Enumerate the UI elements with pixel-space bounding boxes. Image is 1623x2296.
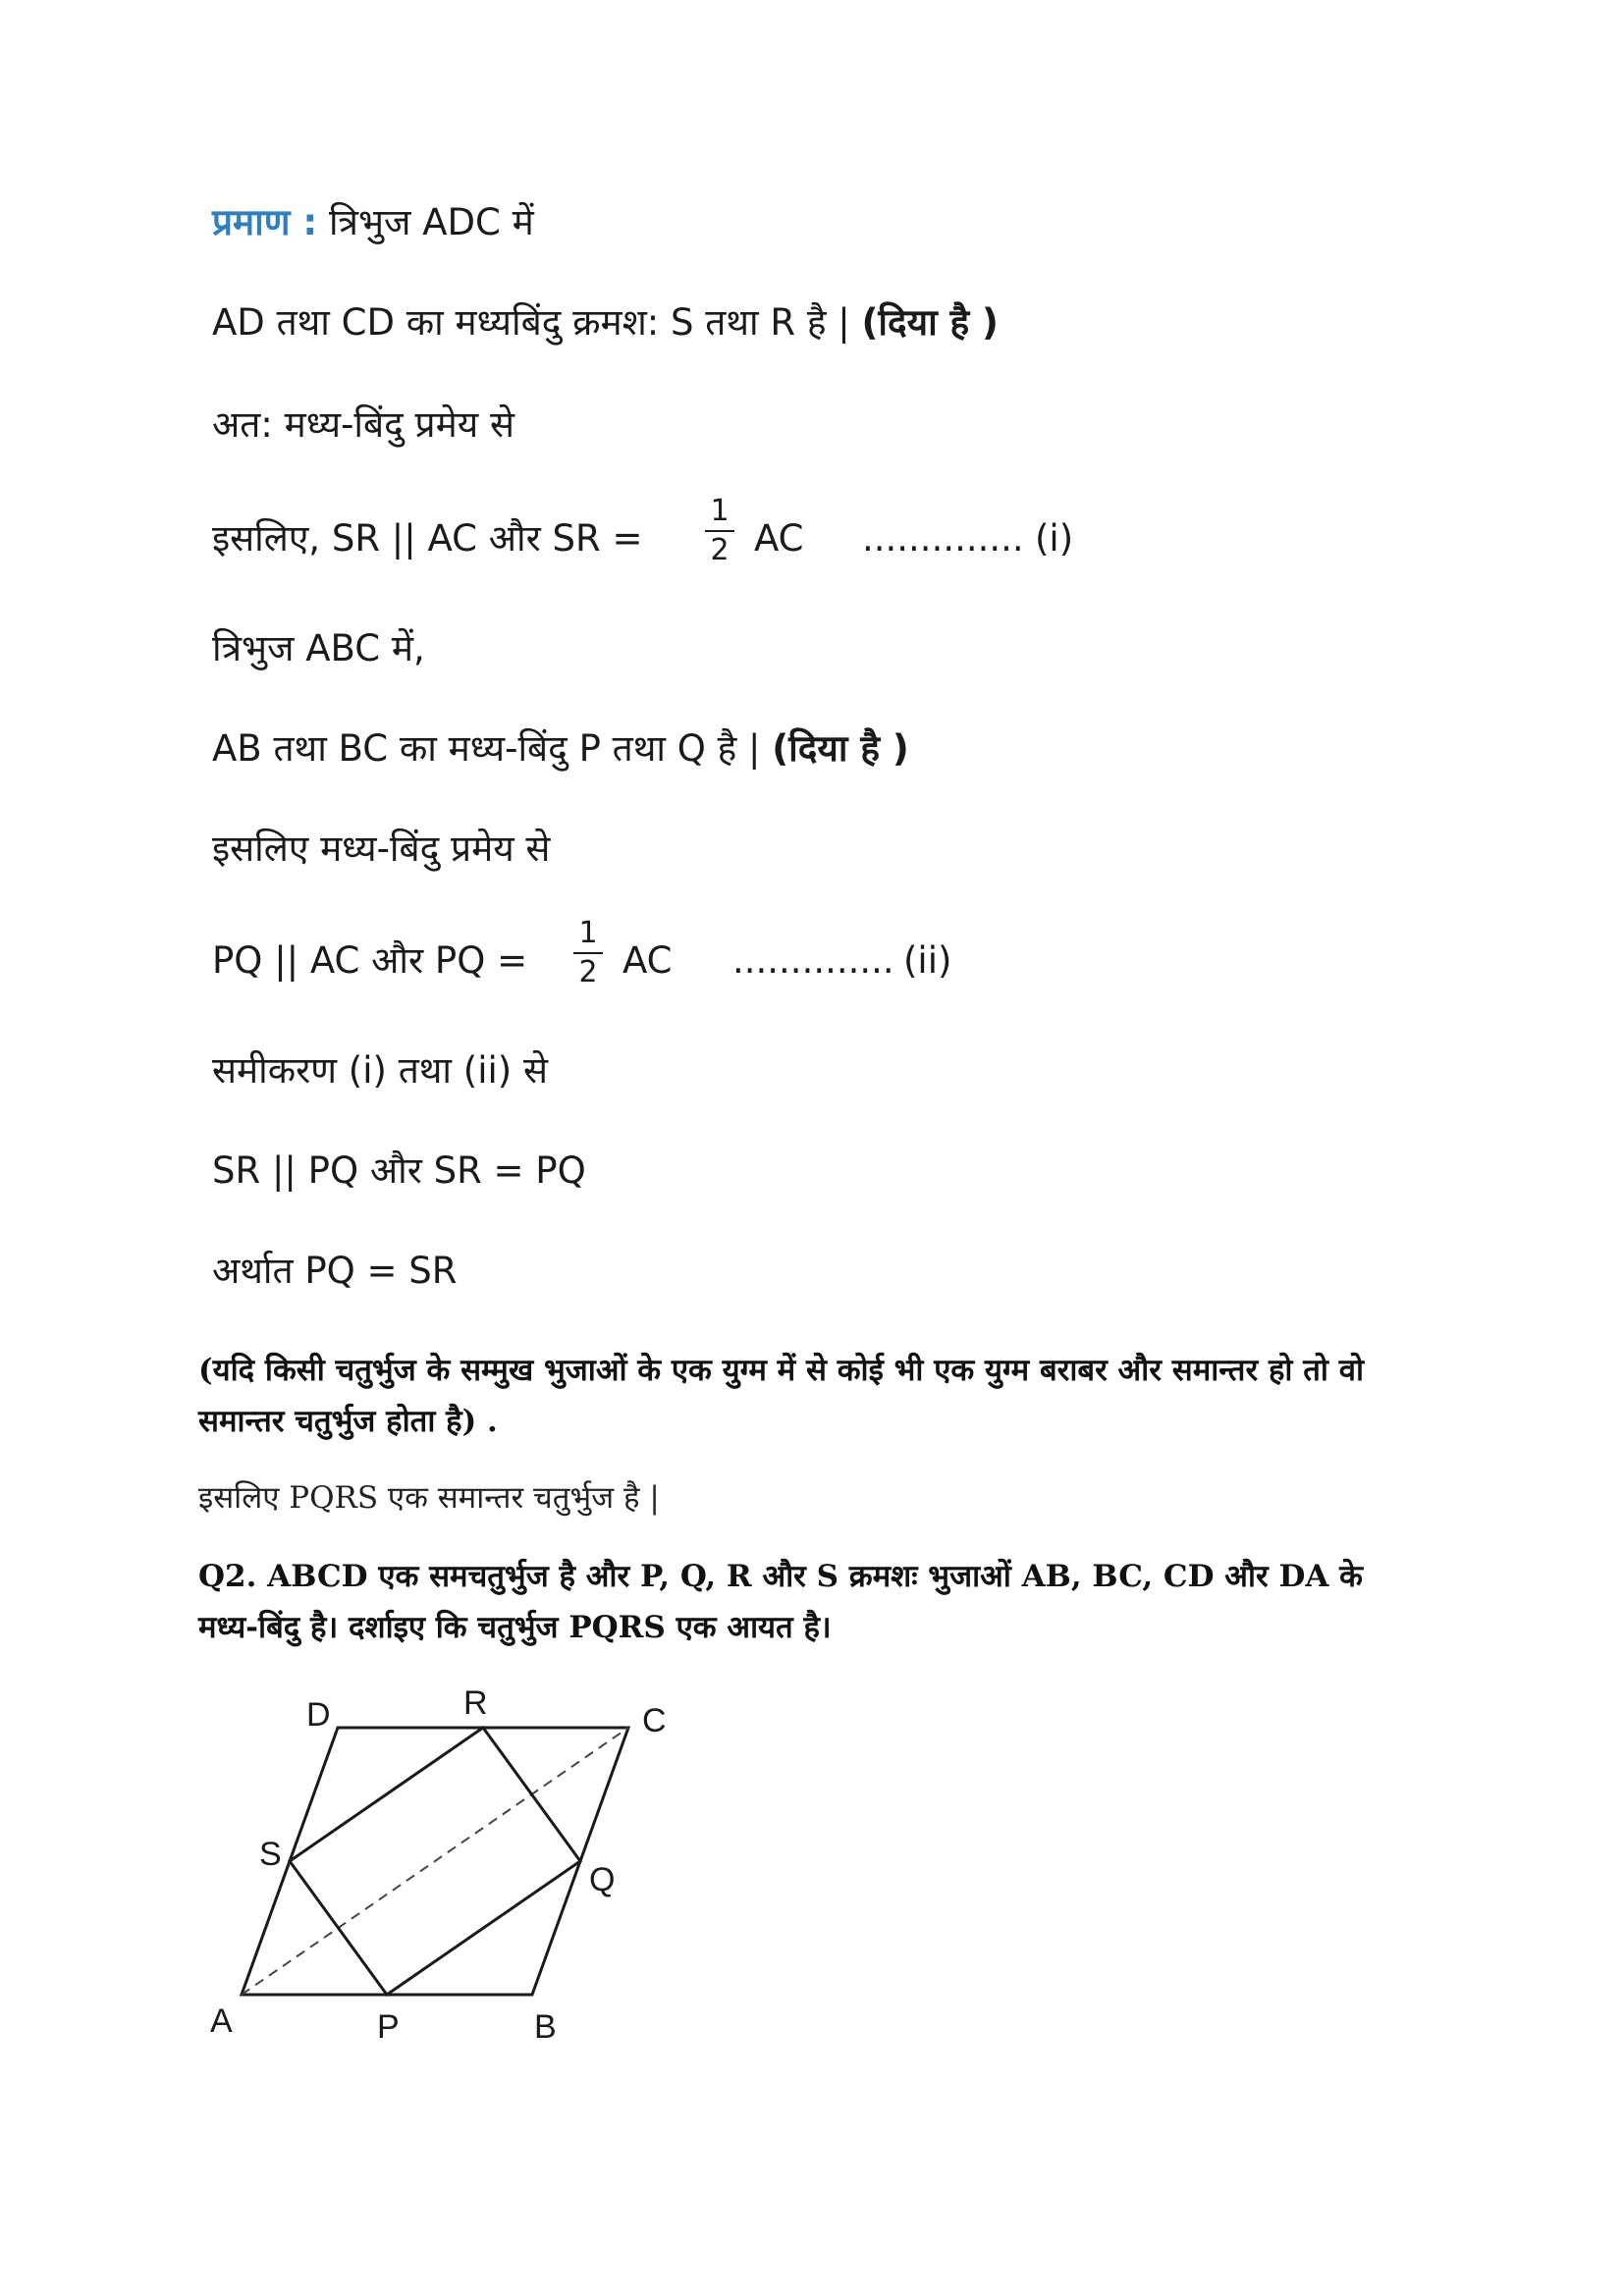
conclusion-line: इसलिए PQRS एक समान्तर चतुर्भुज है |: [198, 1480, 660, 1516]
proof-line-4: [212, 514, 642, 563]
theorem-note: (यदि किसी चतुर्भुज के सम्मुख भुजाओं के एक युग्म में से कोई भी एक युग्म बराबर और समान्तर हो तो वो समान्तर चतुर्भुज होता है) .: [198, 1353, 1364, 1439]
label-p: P: [377, 2008, 400, 2046]
label-b: B: [534, 2008, 557, 2046]
proof-line-8-dots: ..............: [732, 939, 894, 982]
label-s: S: [259, 1836, 282, 1873]
equation-tag-ii: (ii): [903, 939, 952, 982]
proof-line-4-ac: AC: [754, 517, 804, 560]
proof-line-3: अत: मध्य-बिंदु प्रमेय से: [212, 403, 514, 446]
proof-line-4-text: इसलिए, SR || AC और SR =: [212, 517, 643, 560]
fraction-half-1: [703, 493, 736, 569]
proof-line-10: SR || PQ और SR = PQ: [212, 1149, 586, 1192]
proof-line-7: इसलिए मध्य-बिंदु प्रमेय से: [212, 828, 551, 870]
label-c: C: [642, 1702, 667, 1739]
fraction-denominator: 2: [578, 955, 598, 989]
proof-line-6: [212, 724, 909, 774]
proof-line-1: [212, 198, 534, 247]
fraction-numerator: 1: [578, 916, 598, 950]
given-marker: (दिया है ): [861, 301, 999, 344]
proof-line-5: त्रिभुज ABC में,: [212, 627, 425, 669]
fraction-denominator: 2: [710, 533, 730, 567]
proof-line-1-text: त्रिभुज ADC में: [328, 201, 534, 243]
proof-line-6-text: AB तथा BC का मध्य-बिंदु P तथा Q है |: [212, 727, 761, 770]
rhombus-figure: [196, 1688, 746, 2061]
proof-label: प्रमाण :: [212, 201, 318, 243]
proof-line-8-ac: AC: [622, 939, 673, 982]
question-2: Q2. ABCD एक समचतुर्भुज है और P, Q, R और S क्रमशः भुजाओं AB, BC, CD और DA के मध्य-बिंदु है। दर्शाइए कि चतुर्भुज PQRS एक आयत है।: [198, 1559, 1363, 1645]
proof-line-11: अर्थात PQ = SR: [212, 1250, 458, 1292]
fraction-half-2: [571, 915, 605, 991]
proof-line-4-dots: ..............: [862, 517, 1024, 560]
given-marker: (दिया है ): [772, 727, 909, 770]
proof-line-2: [212, 298, 999, 347]
label-r: R: [463, 1688, 488, 1722]
label-d: D: [306, 1696, 331, 1734]
fraction-numerator: 1: [710, 494, 730, 528]
equation-tag-i: (i): [1035, 517, 1074, 560]
diagonal-ac: [242, 1728, 628, 1995]
proof-line-2-text: AD तथा CD का मध्यबिंदु क्रमश: S तथा R है |: [212, 301, 850, 344]
label-a: A: [210, 2002, 233, 2040]
proof-line-8-text: PQ || AC और PQ =: [212, 939, 528, 982]
label-q: Q: [589, 1861, 616, 1898]
proof-line-9: समीकरण (i) तथा (ii) से: [212, 1049, 548, 1092]
proof-line-8: [212, 936, 527, 986]
